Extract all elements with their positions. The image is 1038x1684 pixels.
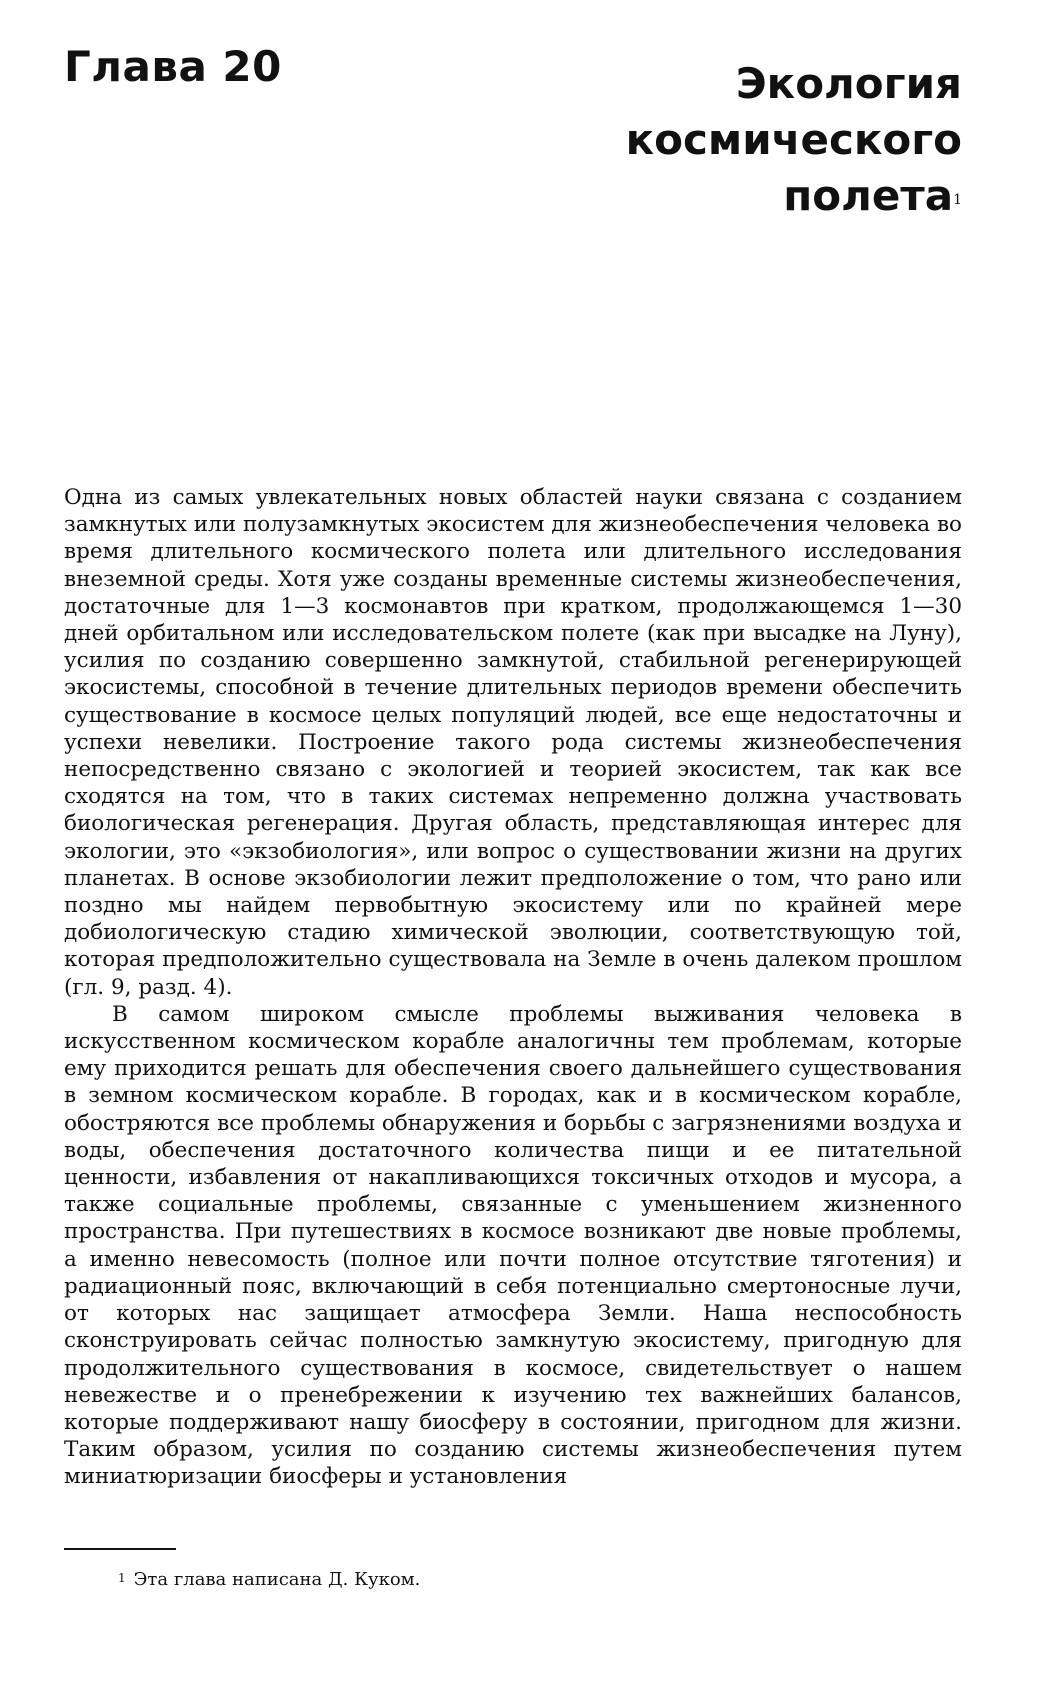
footnote-mark: 1 <box>118 1571 126 1585</box>
chapter-number: Глава 20 <box>64 42 282 91</box>
chapter-title <box>626 56 962 224</box>
footnote <box>118 1568 420 1592</box>
chapter-title-line-2: космического <box>625 115 962 164</box>
chapter-title-line-1: Экология <box>735 59 962 108</box>
chapter-title-line-3 <box>626 168 962 224</box>
footnote-text: Эта глава написана Д. Куком. <box>133 1569 421 1590</box>
main-text <box>64 484 962 1491</box>
footnote-divider <box>64 1548 176 1550</box>
paragraph-1: Одна из самых увлекательных новых областей науки связана с созданием замкнутых или полузамкнутых экосистем для жизнеобеспечения человека во время длительного космического полета или длительного исследования внеземной среды. Хотя уже созданы временные системы жизнеобеспечения, достаточные для 1—3 космонавтов при кратком, продолжающемся 1—30 дней орбитальном или исследовательском полете (как при высадке на Луну), усилия по созданию совершенно замкнутой, стабильной регенерирующей экосистемы, способной в течение длительных периодов времени обеспечить существование в космосе целых популяций людей, все еще недостаточны и успехи невелики. Построение такого рода системы жизнеобеспечения непосредственно связано с экологией и теорией экосистем, так как все сходятся на том, что в таких системах непременно должна участвовать биологическая регенерация. Другая область, представляющая интерес для экологии, это «экзобиология», или вопрос о существовании жизни на других планетах. В основе экзобиологии лежит предположение о том, что рано или поздно мы найдем первобытную экосистему или по крайней мере добиологическую стадию химической эволюции, соответствующую той, которая предположительно существовала на Земле в очень далеком прошлом (гл. 9, разд. 4). <box>64 485 962 1000</box>
footnote-reference-mark: 1 <box>953 192 962 208</box>
paragraph-2: В самом широком смысле проблемы выживания человека в искусственном космическом корабле аналогичны тем проблемам, которые ему приходится решать для обеспечения своего дальнейшего существования в земном космическом корабле. В городах, как и в космическом корабле, обостряются все проблемы обнаружения и борьбы с загрязнениями воздуха и воды, обеспечения достаточного количества пищи и ее питательной ценности, избавления от накапливающихся токсичных отходов и мусора, а также социальные проблемы, связанные с уменьшением жизненного пространства. При путешествиях в космосе возникают две новые проблемы, а именно невесомость (полное или почти полное отсутствие тяготения) и радиационный пояс, включающий в себя потенциально смертоносные лучи, от которых нас защищает атмосфера Земли. Наша неспособность сконструировать сейчас полностью замкнутую экосистему, пригодную для продолжительного существования в космосе, свидетельствует о нашем невежестве и о пренебрежении к изучению тех важнейших балансов, которые поддерживают нашу биосферу в состоянии, пригодном для жизни. Таким образом, усилия по созданию системы жизнеобеспечения путем миниатюризации биосферы и установления <box>64 1001 962 1490</box>
chapter-title-line-3-text: полета <box>783 171 954 220</box>
